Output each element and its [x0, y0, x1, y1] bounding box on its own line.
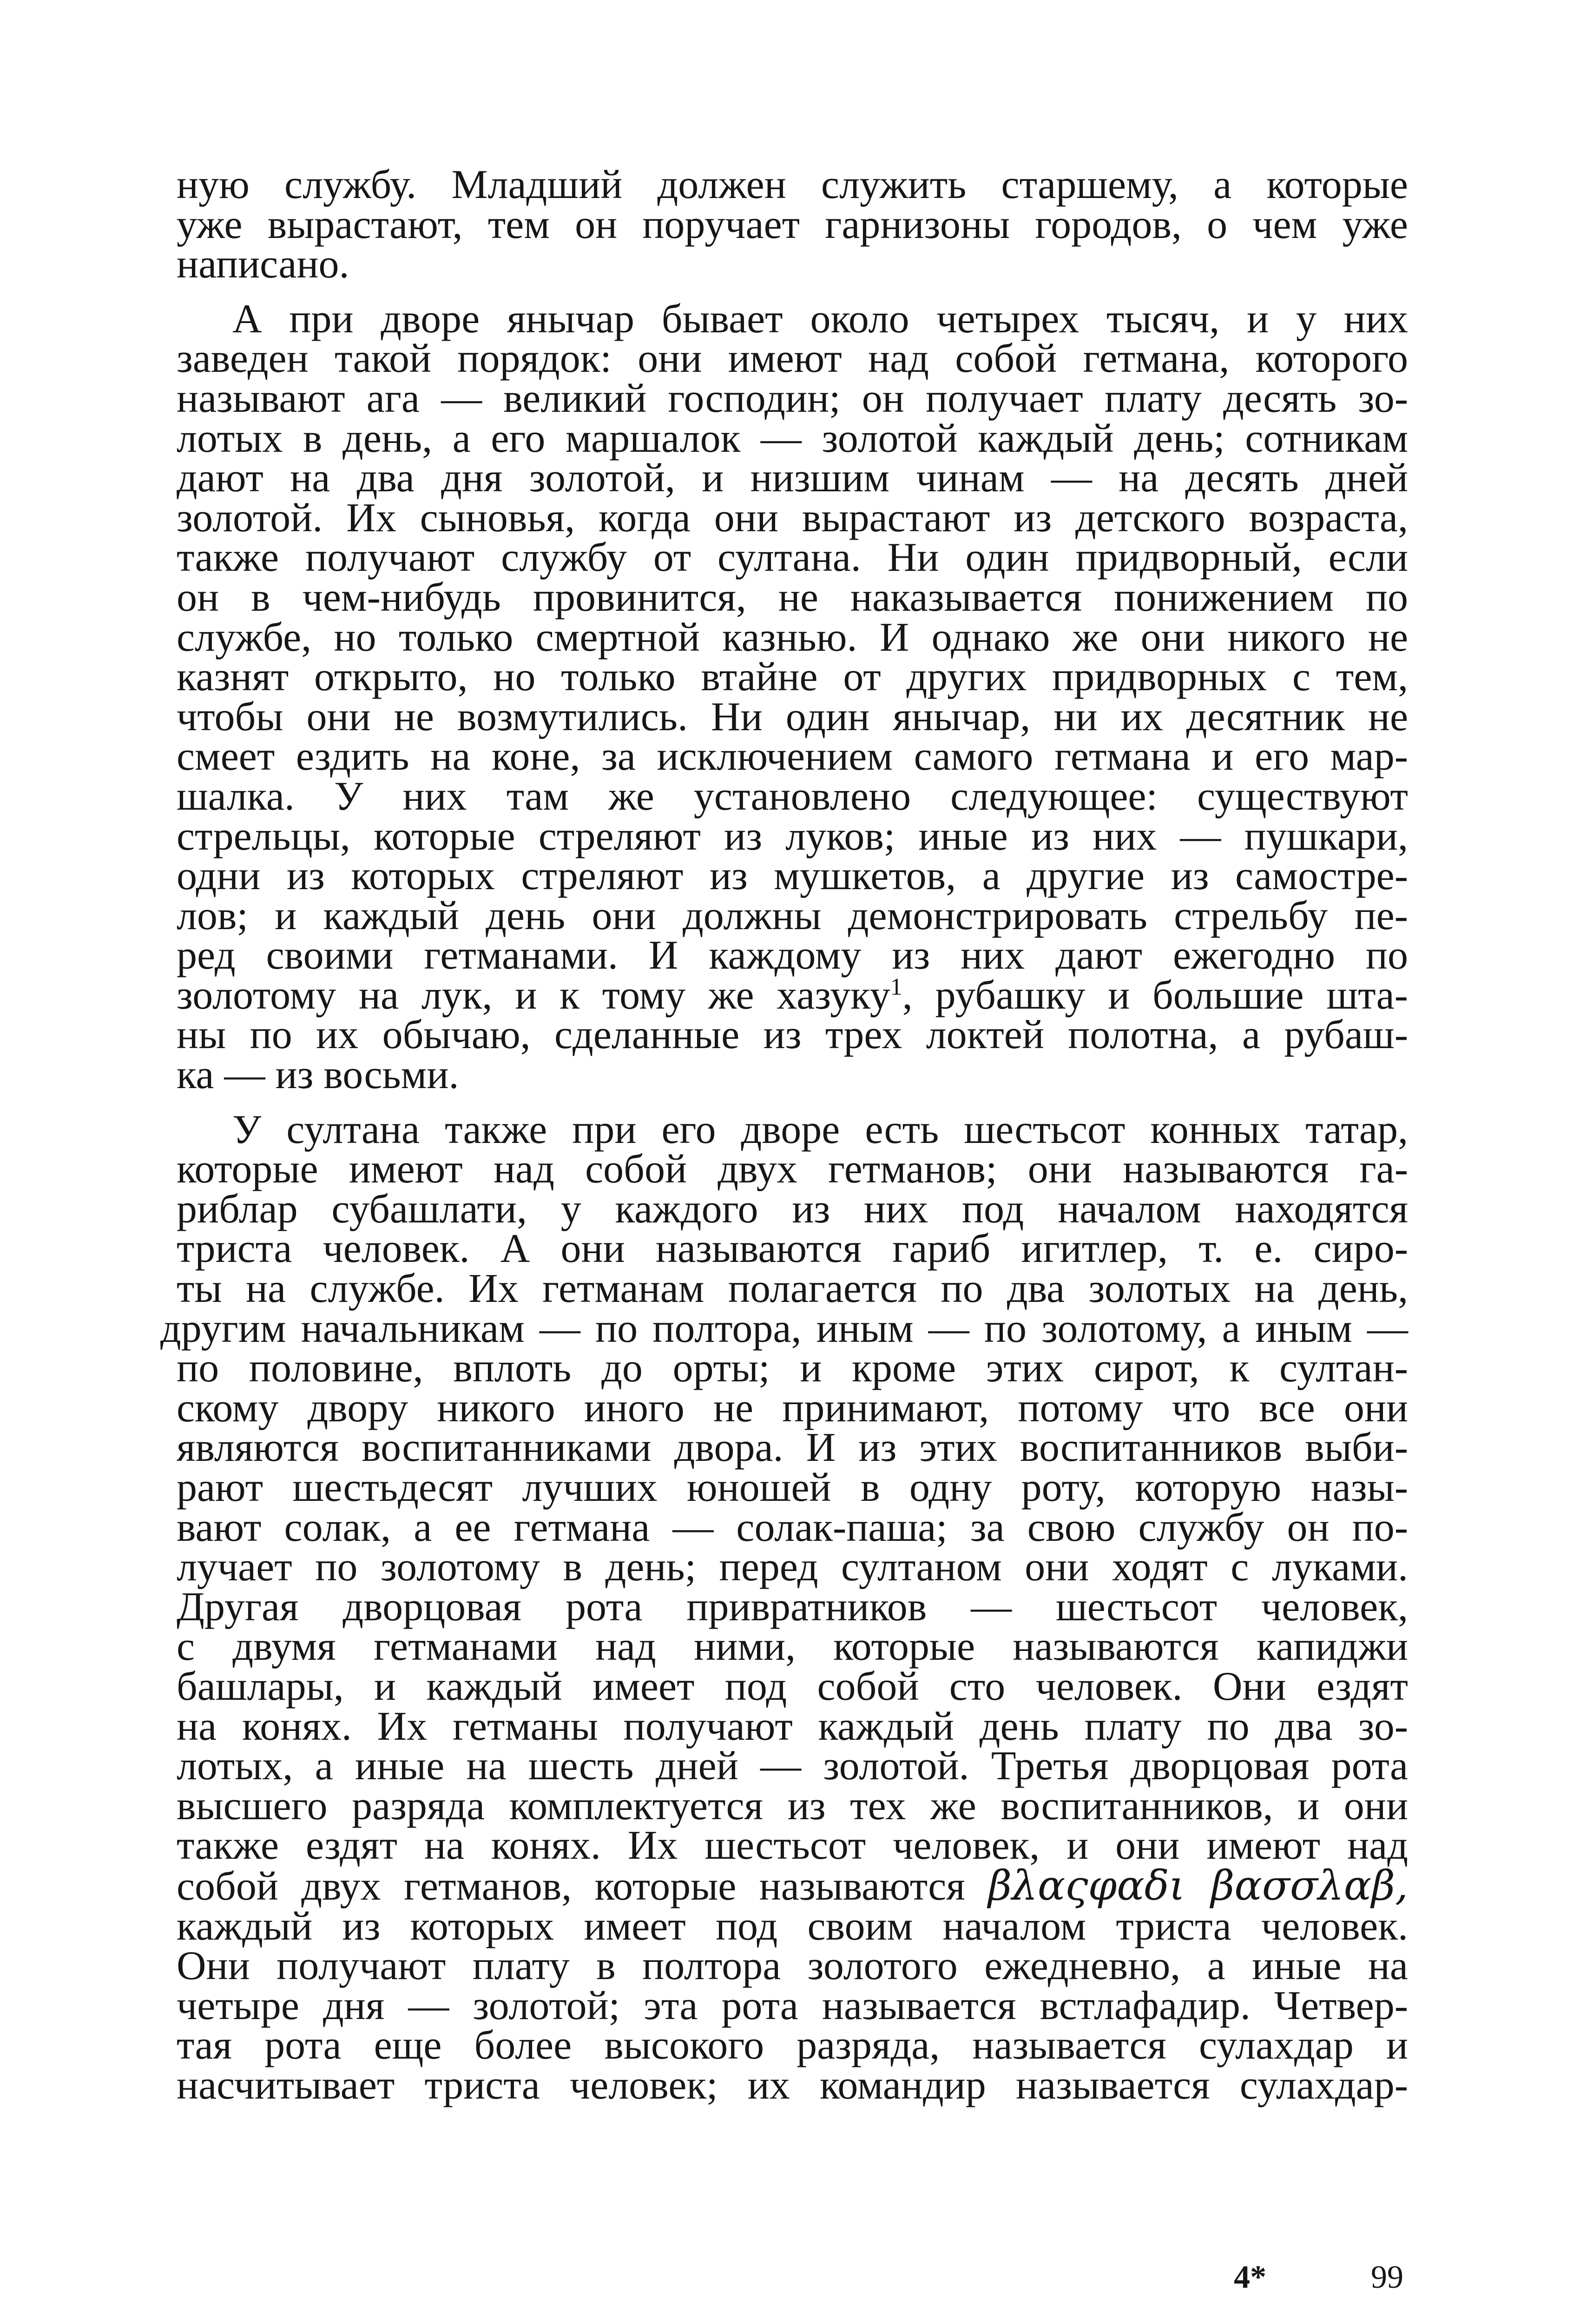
text-line: ную службу. Младший должен служить старшему, а которые — [177, 162, 1408, 207]
text-line: называют ага — великий господин; он получает плату десять зо- — [177, 376, 1408, 421]
text-line: которые имеют над собой двух гетманов; они называются га- — [177, 1147, 1408, 1192]
text-line: дают на два дня золотой, и низшим чинам — на десять дней — [177, 456, 1408, 501]
text-line: А при дворе янычар бывает около четырех тысяч, и у них — [232, 296, 1408, 342]
text-line: ред своими гетманами. И каждому из них дают ежегодно по — [177, 933, 1408, 978]
signature-mark: 4* — [1234, 2259, 1266, 2295]
text-line: стрельцы, которые стреляют из луков; иные из них — пушкари, — [177, 813, 1408, 859]
text-line: на конях. Их гетманы получают каждый день плату по два зо- — [177, 1703, 1408, 1749]
text-line: казнят открыто, но только втайне от других придворных с тем, — [177, 654, 1408, 700]
text-line: чтобы они не возмутились. Ни один янычар, ни их десятник не — [177, 694, 1408, 739]
text-fragment: , рубашку и большие шта- — [902, 972, 1408, 1018]
text-line: триста человек. А они называются гариб игитлер, т. е. сиро- — [177, 1226, 1408, 1272]
text-line: одни из которых стреляют из мушкетов, а другие из самостре- — [177, 853, 1408, 899]
page-number: 99 — [1371, 2259, 1403, 2295]
book-page — [160, 162, 1408, 2295]
page-footer — [177, 2259, 1408, 2301]
text-line: высшего разряда комплектуется из тех же воспитанников, и они — [177, 1783, 1408, 1829]
text-line: У султана также при его дворе есть шестьсот конных татар, — [232, 1107, 1408, 1152]
text-line: также ездят на конях. Их шестьсот человек, и они имеют над — [177, 1823, 1408, 1868]
footnote-marker: 1 — [890, 973, 902, 1000]
text-line: шалка. У них там же установлено следующее: существуют — [177, 773, 1408, 819]
text-line: также получают службу от султана. Ни один придворный, если — [177, 535, 1408, 581]
text-line: каждый из которых имеет под своим началом триста человек. — [177, 1903, 1408, 1949]
text-line: ты на службе. Их гетманам полагается по два золотых на день, — [177, 1266, 1408, 1312]
text-line: службе, но только смертной казнью. И однако же они никого не — [177, 614, 1408, 660]
text-fragment: золотому на лук, и к тому же хазуку — [177, 972, 890, 1018]
text-line: другим начальникам — по полтора, иным — по золотому, а иным — — [160, 1306, 1408, 1351]
text-line: уже вырастают, тем он поручает гарнизоны городов, о чем уже — [177, 202, 1408, 247]
text-line: лов; и каждый день они должны демонстрировать стрельбу пе- — [177, 893, 1408, 938]
text-line: ка — из восьми. — [177, 1052, 459, 1098]
text-line: он в чем-нибудь провинится, не наказывается понижением по — [177, 574, 1408, 620]
text-line: Другая дворцовая рота привратников — шестьсот человек, — [177, 1584, 1408, 1630]
text-line: лучает по золотому в день; перед султаном они ходят с луками. — [177, 1545, 1408, 1590]
text-line: рают шестьдесят лучших юношей в одну роту, которую назы- — [177, 1465, 1408, 1510]
paragraph-3 — [160, 1107, 1408, 2108]
text-line: тая рота еще более высокого разряда, называется сулахдар и — [177, 2023, 1408, 2068]
text-line: ны по их обычаю, сделанные из трех локтей полотна, а рубаш- — [177, 1012, 1408, 1058]
text-line: смеет ездить на коне, за исключением самого гетмана и его мар- — [177, 734, 1408, 779]
text-line: риблар субашлати, у каждого из них под началом находятся — [177, 1186, 1408, 1232]
text-line: скому двору никого иного не принимают, потому что все они — [177, 1385, 1408, 1431]
text-line: лотых, а иные на шесть дней — золотой. Третья дворцовая рота — [177, 1743, 1408, 1789]
text-line: четыре дня — золотой; эта рота называется встлафадир. Четвер- — [177, 1983, 1408, 2028]
text-line: Они получают плату в полтора золотого ежедневно, а иные на — [177, 1943, 1408, 1989]
text-line: написано. — [177, 242, 349, 287]
text-line: золотой. Их сыновья, когда они вырастают из детского возраста, — [177, 495, 1408, 541]
text-line-with-greek — [177, 1861, 1408, 1909]
text-line: лотых в день, а его маршалок — золотой каждый день; сотникам — [177, 416, 1408, 461]
text-fragment: собой двух гетманов, которые называются — [177, 1863, 965, 1909]
greek-words: βλαςφαδι βασσλαβ, — [988, 1861, 1408, 1909]
paragraph-1 — [177, 162, 1408, 287]
text-line: вают солак, а ее гетмана — солак-паша; за свою службу он по- — [177, 1505, 1408, 1550]
text-line: являются воспитанниками двора. И из этих воспитанников выби- — [177, 1425, 1408, 1471]
text-line: заведен такой порядок: они имеют над собой гетмана, которого — [177, 336, 1408, 382]
text-line: по половине, вплоть до орты; и кроме этих сирот, к султан- — [177, 1346, 1408, 1391]
text-line: насчитывает триста человек; их командир называется сулахдар- — [177, 2062, 1408, 2108]
text-line: башлары, и каждый имеет под собой сто человек. Они ездят — [177, 1664, 1408, 1709]
text-line: с двумя гетманами над ними, которые называются капиджи — [177, 1624, 1408, 1670]
text-line-with-footnote — [177, 972, 1408, 1018]
paragraph-2 — [177, 296, 1408, 1098]
